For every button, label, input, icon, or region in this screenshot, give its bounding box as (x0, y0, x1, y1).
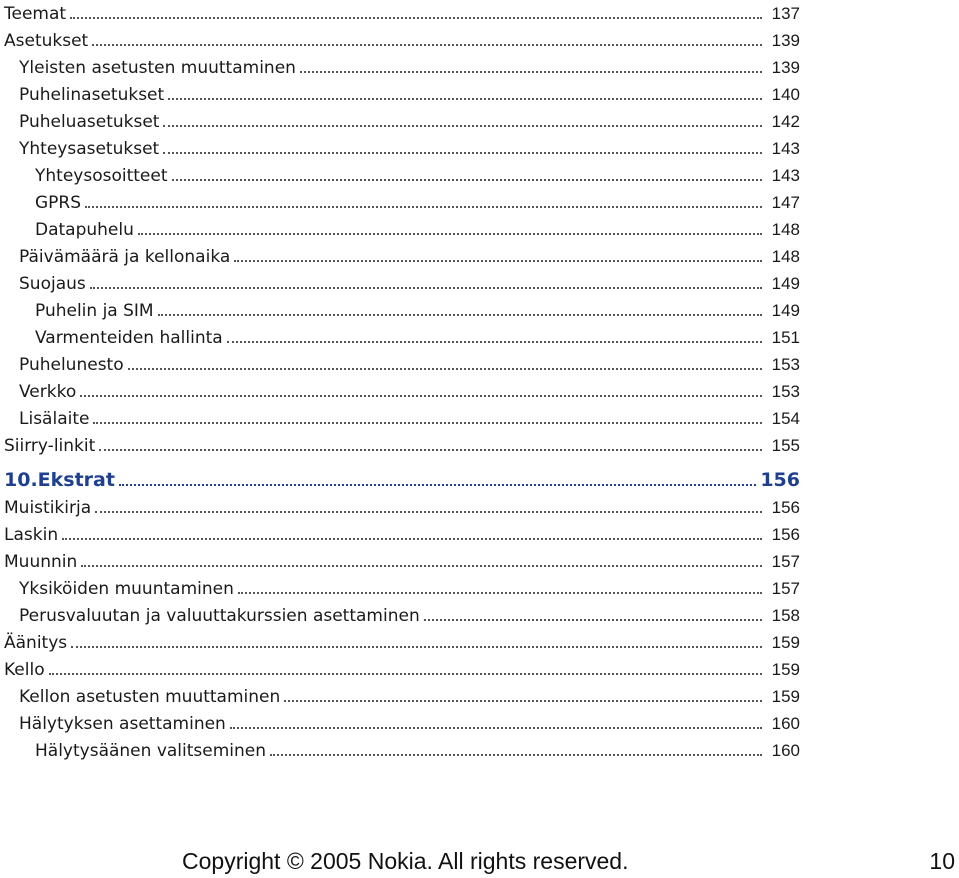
toc-entry-label: Yleisten asetusten muuttaminen (4, 58, 298, 78)
toc-entry-label: Kellon asetusten muuttaminen (4, 687, 282, 707)
toc-entry-label: Muistikirja (4, 497, 92, 518)
toc-entry[interactable] (4, 297, 800, 324)
toc-entry-label: Siirry-linkit (4, 435, 96, 456)
toc-entry[interactable] (4, 494, 800, 521)
toc-entry[interactable] (4, 189, 800, 216)
dot-leader (95, 494, 762, 513)
toc-entry-page: 153 (771, 354, 800, 374)
toc-entry-page: 148 (771, 219, 800, 239)
toc-entry[interactable] (4, 521, 800, 548)
toc-entry[interactable] (4, 162, 800, 189)
dot-leader (163, 108, 762, 127)
toc-entry-label: Yhteysasetukset (4, 139, 161, 159)
toc-entry-page: 139 (771, 57, 800, 77)
dot-leader (238, 575, 762, 594)
toc-entry[interactable] (4, 602, 800, 629)
toc-entry[interactable] (4, 81, 800, 108)
toc-entry-page: 155 (771, 435, 800, 455)
toc-entry[interactable] (4, 243, 800, 270)
toc-entry-page: 156 (771, 497, 800, 517)
dot-leader (119, 467, 756, 486)
dot-leader (284, 683, 762, 702)
toc-entry-page: 149 (771, 300, 800, 320)
toc-entry-page: 147 (771, 192, 800, 212)
toc-entry-page: 154 (771, 408, 800, 428)
page-number: 10 (929, 848, 955, 874)
dot-leader (71, 629, 762, 648)
toc-entry-label: Suojaus (4, 274, 88, 294)
toc-entry[interactable] (4, 683, 800, 710)
toc-entry-page: 160 (771, 713, 800, 733)
toc-entry[interactable] (4, 270, 800, 297)
toc-entry[interactable] (4, 656, 800, 683)
dot-leader (227, 324, 762, 343)
dot-leader (90, 270, 762, 289)
toc-entry-page: 153 (771, 381, 800, 401)
chapter-page: 156 (760, 469, 800, 491)
dot-leader (424, 602, 762, 621)
dot-leader (92, 27, 762, 46)
dot-leader (168, 81, 762, 100)
toc-entry[interactable] (4, 216, 800, 243)
toc-chapter-entry[interactable] (4, 466, 800, 494)
toc-entry-page: 158 (771, 605, 800, 625)
toc-entry[interactable] (4, 0, 800, 27)
dot-leader (128, 351, 762, 370)
toc-entry-label: Päivämäärä ja kellonaika (4, 247, 232, 267)
toc-entry-label: Puhelinasetukset (4, 85, 166, 105)
toc-entry-label: Asetukset (4, 30, 89, 51)
toc-entry-label: Laskin (4, 524, 59, 545)
toc-entry-page: 143 (771, 165, 800, 185)
toc-entry[interactable] (4, 629, 800, 656)
toc-entry-label: Lisälaite (4, 409, 91, 429)
toc-entry[interactable] (4, 135, 800, 162)
toc-entry-label: Hälytyksen asettaminen (4, 714, 228, 734)
toc-entry[interactable] (4, 432, 800, 459)
chapter-label: 10.Ekstrat (4, 469, 115, 491)
dot-leader (230, 710, 762, 729)
toc-entry-page: 157 (771, 551, 800, 571)
toc-entry-page: 143 (771, 138, 800, 158)
toc-entry-page: 140 (771, 84, 800, 104)
toc-entry[interactable] (4, 710, 800, 737)
toc-entry-label: Muunnin (4, 551, 78, 572)
dot-leader (70, 0, 762, 19)
toc-entry-page: 157 (771, 578, 800, 598)
dot-leader (99, 432, 762, 451)
dot-leader (158, 297, 762, 316)
dot-leader (81, 548, 762, 567)
toc-entry[interactable] (4, 351, 800, 378)
toc-entry[interactable] (4, 737, 800, 764)
toc-entry-label: Kello (4, 659, 45, 680)
dot-leader (49, 656, 762, 675)
toc-entry-label: Yksiköiden muuntaminen (4, 579, 236, 599)
toc-entry-label: Puhelin ja SIM (4, 301, 156, 321)
toc-entry-label: Äänitys (4, 632, 68, 653)
toc-entry-label: Hälytysäänen valitseminen (4, 741, 268, 761)
toc-entry-label: Teemat (4, 3, 67, 24)
toc-entry[interactable] (4, 378, 800, 405)
toc-entry-page: 148 (771, 246, 800, 266)
toc-entry-page: 142 (771, 111, 800, 131)
toc-entry-label: Puheluasetukset (4, 112, 161, 132)
toc-entry-label: Puhelunesto (4, 355, 126, 375)
dot-leader (172, 162, 763, 181)
toc-entry-page: 160 (771, 740, 800, 760)
dot-leader (163, 135, 762, 154)
dot-leader (85, 189, 762, 208)
table-of-contents (4, 0, 800, 764)
toc-entry-page: 139 (771, 30, 800, 50)
dot-leader (234, 243, 762, 262)
page-footer (0, 848, 959, 878)
toc-entry[interactable] (4, 548, 800, 575)
dot-leader (300, 54, 762, 73)
toc-entry[interactable] (4, 27, 800, 54)
copyright-notice: Copyright © 2005 Nokia. All rights reserved. (182, 848, 629, 874)
toc-entry[interactable] (4, 575, 800, 602)
dot-leader (62, 521, 762, 540)
toc-entry-page: 159 (771, 632, 800, 652)
toc-entry[interactable] (4, 324, 800, 351)
toc-entry[interactable] (4, 54, 800, 81)
dot-leader (80, 378, 762, 397)
toc-entry-label: GPRS (4, 193, 83, 213)
dot-leader (93, 405, 762, 424)
toc-entry-page: 149 (771, 273, 800, 293)
toc-entry-page: 159 (771, 659, 800, 679)
toc-entry-label: Perusvaluutan ja valuuttakurssien asettaminen (4, 606, 422, 626)
toc-entry-label: Varmenteiden hallinta (4, 328, 225, 348)
toc-entry[interactable] (4, 405, 800, 432)
dot-leader (138, 216, 762, 235)
toc-entry-label: Datapuhelu (4, 220, 136, 240)
toc-entry-label: Yhteysosoitteet (4, 166, 170, 186)
toc-entry-page: 151 (771, 327, 800, 347)
toc-entry[interactable] (4, 108, 800, 135)
dot-leader (270, 737, 762, 756)
toc-entry-page: 137 (771, 3, 800, 23)
toc-entry-label: Verkko (4, 382, 78, 402)
toc-entry-page: 156 (771, 524, 800, 544)
toc-entry-page: 159 (771, 686, 800, 706)
